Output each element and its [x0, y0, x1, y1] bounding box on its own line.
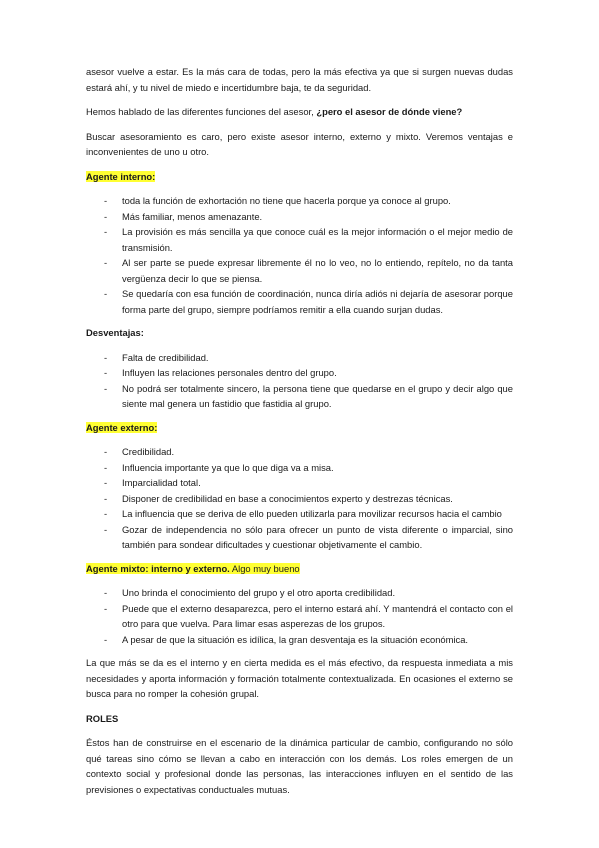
- dash-bullet: -: [104, 195, 108, 206]
- list-item: [86, 209, 513, 225]
- heading-roles: [86, 711, 513, 727]
- heading-external-agent-text: Agente externo:: [86, 421, 158, 433]
- dash-bullet: -: [104, 210, 108, 222]
- list-item-text: Gozar de independencia no sólo para ofrecer un punto de vista diferente o imparcial, sino también para sondear dificultades y cuestionar objetivamente el cambio.: [122, 523, 513, 550]
- list-item-text: Se quedaría con esa función de coordinación, nunca diría adiós ni dejaría de asesorar porque forma parte del grupo, siempre podríamos remitir a ella cuando surjan dudas.: [122, 288, 513, 315]
- list-item-text: La provisión es más sencilla ya que conoce cuál es la mejor información o el mejor medio de transmisión.: [122, 226, 513, 253]
- paragraph-roles: Éstos han de construirse en el escenario de la dinámica particular de cambio, configurando no sólo qué tareas sino cómo se llevan a cabo en interacción con los demás. Los roles emergen de un contexto social y profesional donde las personas, las interacciones influyen en el sentido de las previsiones o expectativas conductuales mutuas.: [86, 737, 513, 795]
- list-item-text: No podrá ser totalmente sincero, la persona tiene que quedarse en el grupo y decir algo que siente mal genera un fastidio que fastidia al grupo.: [122, 382, 513, 409]
- dash-bullet: -: [104, 382, 108, 394]
- list-item-text: La influencia que se deriva de ello pueden utilizarla para movilizar recursos hacia el cambio: [122, 508, 502, 519]
- origin-question-bold: ¿pero el asesor de dónde viene?: [316, 106, 463, 117]
- list-item: [86, 601, 513, 632]
- heading-disadvantages: [86, 325, 513, 341]
- paragraph-mixed-conclusion: La que más se da es el interno y en cierta medida es el más efectivo, da respuesta inmediata a mis necesidades y aporta información y formación totalmente contextualizada. En ocasiones el externo se busca para no romper la cohesión grupal.: [86, 657, 513, 699]
- paragraph-origin-question: [86, 104, 513, 120]
- list-item-text: Credibilidad.: [122, 446, 175, 457]
- list-item: [86, 350, 513, 366]
- heading-mixed-agent-highlight: [86, 563, 300, 574]
- list-item: [86, 585, 513, 601]
- dash-bullet: -: [104, 257, 108, 268]
- heading-mixed-agent-bold: Agente mixto: interno y externo.: [86, 562, 230, 574]
- list-disadvantages: [86, 350, 513, 412]
- dash-bullet: -: [104, 351, 108, 363]
- list-external-agent: [86, 444, 513, 553]
- list-item: [86, 491, 513, 507]
- dash-bullet: -: [104, 602, 108, 614]
- list-item: [86, 193, 513, 209]
- list-item-text: Influyen las relaciones personales dentro del grupo.: [122, 367, 337, 378]
- dash-bullet: -: [104, 477, 108, 488]
- paragraph-advisor-types: Buscar asesoramiento es caro, pero existe asesor interno, externo y mixto. Veremos ventajas e inconvenientes de uno u otro.: [86, 130, 513, 157]
- list-item-text: Puede que el externo desaparezca, pero el interno estará ahí. Y mantendrá el contacto con el otro para que vuelva. Para limar esas asperezas de los grupos.: [122, 602, 513, 629]
- list-mixed-agent: [86, 585, 513, 647]
- heading-disadvantages-text: Desventajas:: [86, 327, 144, 338]
- list-item-text: toda la función de exhortación no tiene que hacerla porque ya conoce al grupo.: [122, 195, 451, 206]
- paragraph-intro: asesor vuelve a estar. Es la más cara de todas, pero la más efectiva ya que si surgen nuevas dudas estará ahí, y tu nivel de miedo e incertidumbre baja, te da seguridad.: [86, 66, 513, 93]
- list-item: [86, 381, 513, 412]
- dash-bullet: -: [104, 523, 108, 535]
- dash-bullet: -: [104, 587, 108, 598]
- heading-mixed-agent: [86, 561, 513, 577]
- list-internal-agent: [86, 193, 513, 317]
- list-item: [86, 632, 513, 648]
- dash-bullet: -: [104, 492, 108, 504]
- list-item: [86, 460, 513, 476]
- list-item: [86, 444, 513, 460]
- list-item-text: Al ser parte se puede expresar libremente él no lo veo, no lo entiendo, repítelo, no da tanta vergüenza decir lo que se piensa.: [122, 257, 513, 284]
- list-item-text: Imparcialidad total.: [122, 477, 201, 488]
- dash-bullet: -: [104, 226, 108, 237]
- dash-bullet: -: [104, 508, 108, 519]
- heading-internal-agent: [86, 169, 513, 185]
- paragraph-origin-text: Hemos hablado de las diferentes funciones del asesor,: [86, 106, 317, 117]
- heading-mixed-agent-rest: Algo muy bueno: [229, 562, 300, 574]
- list-item: [86, 255, 513, 286]
- dash-bullet: -: [104, 446, 108, 457]
- dash-bullet: -: [104, 367, 108, 378]
- heading-external-agent: [86, 420, 513, 436]
- dash-bullet: -: [104, 633, 108, 645]
- dash-bullet: -: [104, 461, 108, 473]
- heading-roles-text: ROLES: [86, 712, 119, 724]
- list-item-text: Uno brinda el conocimiento del grupo y el otro aporta credibilidad.: [122, 587, 396, 598]
- list-item-text: A pesar de que la situación es idílica, la gran desventaja es la situación económica.: [122, 633, 469, 645]
- dash-bullet: -: [104, 288, 108, 299]
- list-item-text: Influencia importante ya que lo que diga va a misa.: [122, 461, 334, 473]
- list-item: [86, 365, 513, 381]
- list-item: [86, 475, 513, 491]
- list-item-text: Disponer de credibilidad en base a conocimientos experto y destrezas técnicas.: [122, 492, 453, 504]
- list-item: [86, 522, 513, 553]
- list-item: [86, 224, 513, 255]
- heading-internal-agent-text: Agente interno:: [86, 170, 156, 182]
- list-item-text: Más familiar, menos amenazante.: [122, 210, 263, 222]
- list-item-text: Falta de credibilidad.: [122, 351, 209, 363]
- list-item: [86, 506, 513, 522]
- list-item: [86, 286, 513, 317]
